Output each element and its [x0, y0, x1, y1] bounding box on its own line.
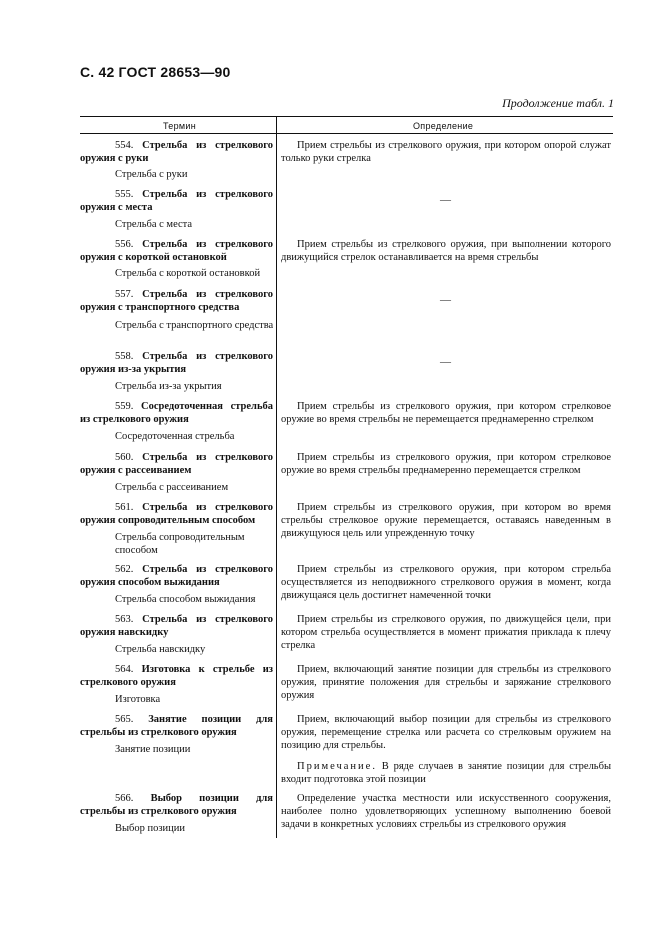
- term-name: Стрельба из стрелкового оружия с руки: [80, 140, 273, 164]
- term-name: Выбор позиции для стрельбы из стрелкового оружия: [80, 793, 273, 817]
- term-title-text: [80, 451, 273, 477]
- term-name: Изготовка к стрельбе из стрелкового оружия: [80, 664, 273, 688]
- term-short-form: Стрельба навскидку: [115, 644, 206, 655]
- term-name: Стрельба из стрелкового оружия с рассеиванием: [80, 452, 273, 476]
- term-name: Сосредоточенная стрельба из стрелкового оружия: [80, 401, 273, 425]
- term-number: 563.: [115, 614, 143, 625]
- term-title-text: [80, 663, 273, 689]
- table-column-divider: [276, 116, 277, 838]
- term-title-text: [80, 288, 273, 314]
- term-short-form: Стрельба с рассеиванием: [115, 482, 229, 493]
- term-number: 554.: [115, 140, 143, 151]
- term-title-text: [80, 713, 273, 739]
- term-short-form: Стрельба из-за укрытия: [115, 381, 222, 392]
- term-short-form: Стрельба с места: [115, 219, 193, 230]
- term-title: [80, 188, 273, 214]
- term-title: [80, 288, 273, 314]
- term-title: [80, 451, 273, 477]
- term-title: [80, 613, 273, 639]
- term-number: 564.: [115, 664, 142, 675]
- column-header-term: Термин: [163, 121, 196, 131]
- page-header: С. 42 ГОСТ 28653—90: [80, 64, 231, 80]
- term-title-text: [80, 792, 273, 818]
- term-number: 565.: [115, 714, 149, 725]
- term-title-text: [80, 139, 273, 165]
- term-number: 562.: [115, 564, 143, 575]
- term-definition: Прием стрельбы из стрелкового оружия, при выполнении которого движущийся стрелок останавливается на время стрельбы: [281, 239, 611, 263]
- term-definition: Прием стрельбы из стрелкового оружия, по движущейся цели, при котором стрельба осуществляется в момент прижатия приклада к плечу стрелка: [281, 614, 611, 651]
- term-title: [80, 139, 273, 165]
- term-number: 560.: [115, 452, 143, 463]
- term-definition: Прием стрельбы из стрелкового оружия, при котором во время стрельбы стрелковое оружие перемещается, оставаясь наведенным в движущуюся цель или упрежденную точку: [281, 502, 611, 539]
- term-title: [80, 713, 273, 739]
- term-name: Стрельба из стрелкового оружия навскидку: [80, 614, 273, 638]
- term-title-text: [80, 350, 273, 376]
- term-definition: Прием, включающий занятие позиции для стрельбы из стрелкового оружия, принятие положения для стрельбы и заряжание стрелкового оружия: [281, 664, 611, 701]
- term-title-text: [80, 188, 273, 214]
- definition-note: [281, 760, 611, 786]
- term-title-text: [80, 563, 273, 589]
- term-number: 566.: [115, 793, 151, 804]
- term-title: [80, 663, 273, 689]
- term-name: Стрельба из стрелкового оружия из-за укрытия: [80, 351, 273, 375]
- term-title: [80, 563, 273, 589]
- term-short-form: Стрельба с короткой остановкой: [115, 268, 261, 279]
- term-short-form: Стрельба с руки: [115, 169, 188, 180]
- note-label: Примечание.: [297, 761, 377, 772]
- term-name: Стрельба из стрелкового оружия способом выжидания: [80, 564, 273, 588]
- column-header-definition: Определение: [413, 121, 474, 131]
- term-title-text: [80, 501, 273, 527]
- term-title-text: [80, 613, 273, 639]
- definition-dash: —: [440, 356, 451, 368]
- term-name: Стрельба из стрелкового оружия сопроводительным способом: [80, 502, 273, 526]
- term-definition: Прием стрельбы из стрелкового оружия, при котором стрельба осуществляется из неподвижного стрелкового оружия в момент, когда движущаяся цель достигнет намеченной точки: [281, 564, 611, 601]
- definition-dash: —: [440, 294, 451, 306]
- term-short-form: Сосредоточенная стрельба: [115, 431, 235, 442]
- term-title-text: [80, 238, 273, 264]
- term-title-text: [80, 400, 273, 426]
- definition-dash: —: [440, 194, 451, 206]
- term-number: 556.: [115, 239, 143, 250]
- table-continuation-label: Продолжение табл. 1: [502, 96, 614, 110]
- term-number: 561.: [115, 502, 143, 513]
- term-short-form: Стрельба с транспортного средства: [115, 320, 274, 331]
- term-definition: Прием стрельбы из стрелкового оружия, при котором стрелковое оружие во время стрельбы не перемещается преднамеренно стрелком: [281, 401, 611, 425]
- term-short-form: Изготовка: [115, 694, 161, 705]
- term-name: Занятие позиции для стрельбы из стрелкового оружия: [80, 714, 273, 738]
- term-name: Стрельба из стрелкового оружия с короткой остановкой: [80, 239, 273, 263]
- term-definition: Определение участка местности или искусственного сооружения, наиболее полно удовлетворяющих успешному выполнению боевой задачи в конкретных условиях стрельбы из стрелкового оружия: [281, 793, 611, 830]
- term-title: [80, 400, 273, 426]
- term-short-form: Занятие позиции: [115, 744, 191, 755]
- table-top-rule: [80, 116, 613, 117]
- term-title: [80, 350, 273, 376]
- term-short-form: Стрельба сопроводительным способом: [115, 532, 245, 556]
- term-number: 558.: [115, 351, 143, 362]
- term-short-form: Выбор позиции: [115, 823, 186, 834]
- term-number: 557.: [115, 289, 143, 300]
- term-title: [80, 792, 273, 818]
- term-name: Стрельба из стрелкового оружия с места: [80, 189, 273, 213]
- term-definition: Прием стрельбы из стрелкового оружия, при котором стрелковое оружие во время стрельбы преднамеренно перемещается стрелком: [281, 452, 611, 476]
- note-text: В ряде случаев в занятие позиции для стрельбы входит подготовка этой позиции: [281, 761, 611, 785]
- term-number: 559.: [115, 401, 142, 412]
- term-definition: Прием, включающий выбор позиции для стрельбы из стрелкового оружия, перемещение стрелка или расчета со стрелковым оружием на позицию для стрельбы.: [281, 714, 611, 751]
- term-definition: Прием стрельбы из стрелкового оружия, при котором опорой служат только руки стрелка: [281, 140, 611, 164]
- term-number: 555.: [115, 189, 143, 200]
- term-title: [80, 238, 273, 264]
- term-name: Стрельба из стрелкового оружия с транспортного средства: [80, 289, 273, 313]
- term-short-form: Стрельба способом выжидания: [115, 594, 256, 605]
- table-header-rule: [80, 133, 613, 134]
- term-title: [80, 501, 273, 527]
